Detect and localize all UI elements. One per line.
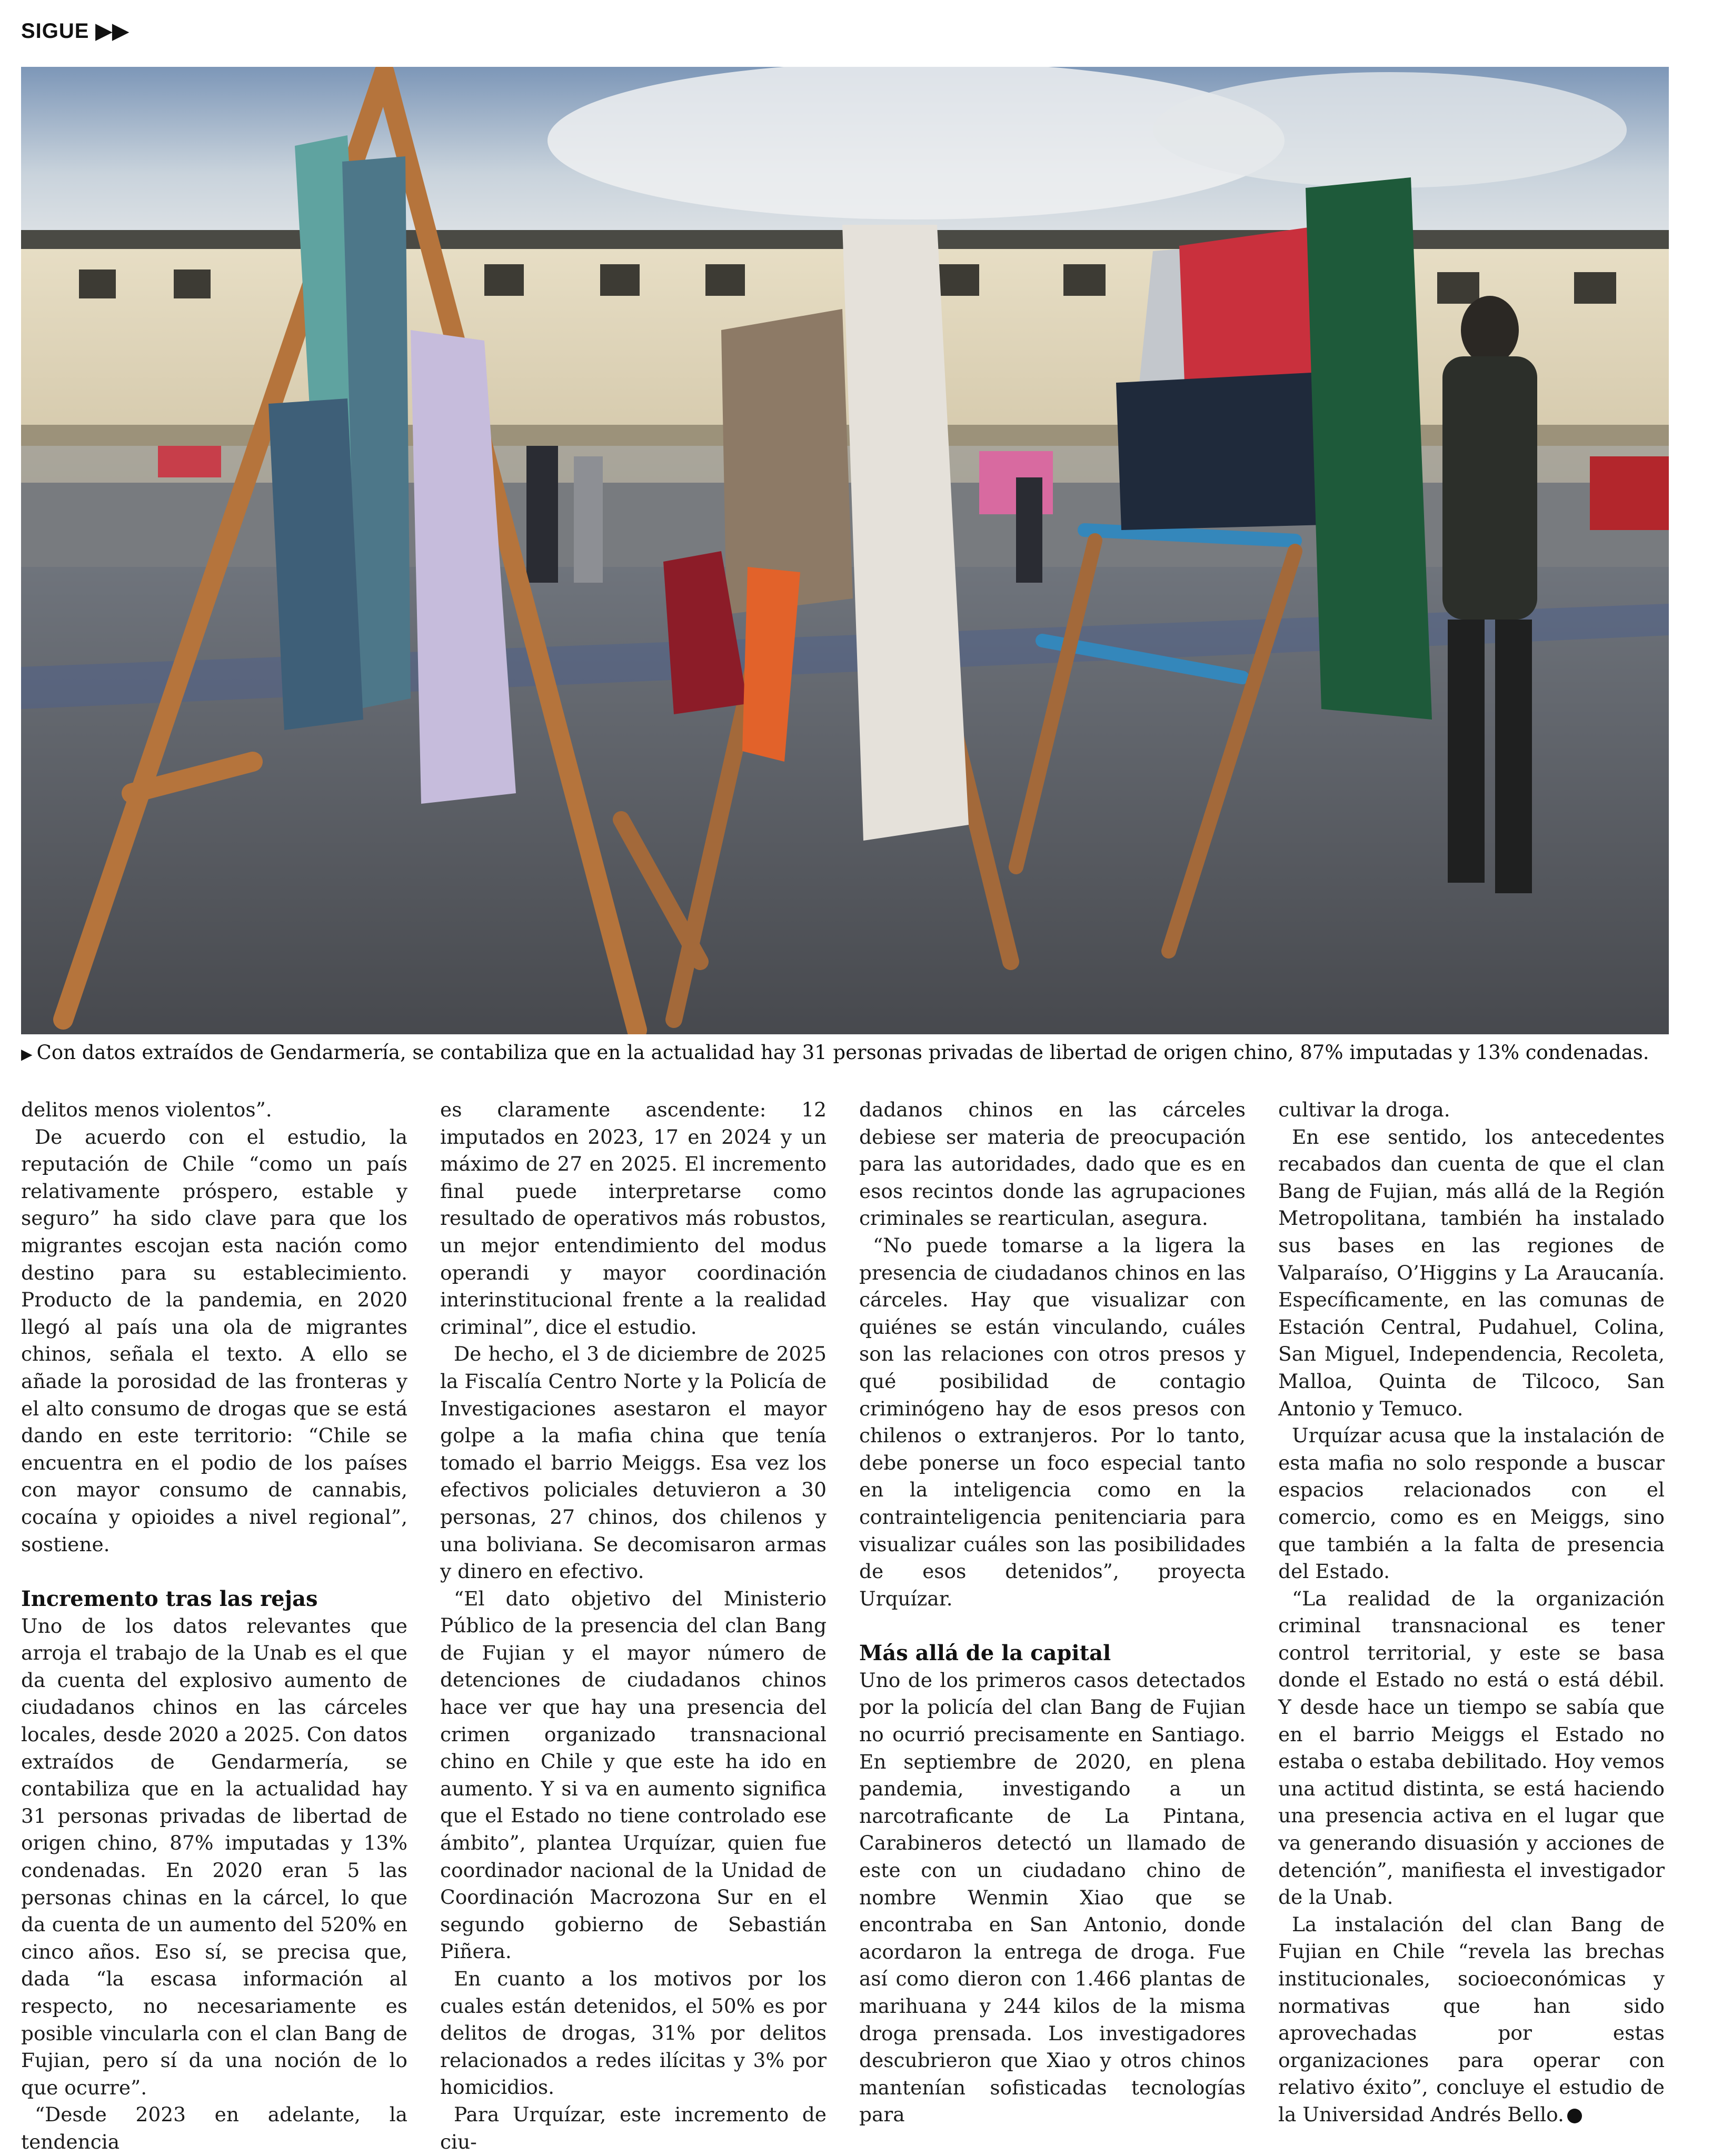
photo-caption — [21, 1041, 1669, 1064]
paragraph: “La realidad de la organización criminal transnacional es tener control territorial, y este se basa donde el Estado no está o está débil. Y desde hace un tiempo se sabía que en el barrio Meiggs el Estado no estaba o estaba debilitado. Hoy vemos una actitud distinta, se está haciendo una presencia activa en el lugar que va generando disuasión y acciones de detención”, manifiesta el investigador de la Unab. — [1278, 1586, 1665, 1909]
paragraph: Urquízar acusa que la instalación de esta mafia no solo responde a buscar espacios relacionados con el comercio, como es en Meiggs, sino que también a la falta de presencia del Estado. — [1278, 1424, 1665, 1583]
paragraph: Uno de los datos relevantes que arroja el trabajo de la Unab es el que da cuenta del explosivo aumento de ciudadanos chinos en las cárceles locales, desde 2020 a 2025. Con datos extraídos de Gendarmería, se contabiliza que en la actualidad hay 31 personas privadas de libertad de origen chino, 87% imputadas y 13% condenadas. En 2020 eran 5 las personas chinas en la cárcel, lo que da cuenta de un aumento del 520% en cinco años. Eso sí, se precisa que, dada “la escasa información al respecto, no necesariamente es posible vincularla con el clan Bang de Fujian, pero sí da una noción de lo que ocurre”. — [21, 1614, 407, 2099]
paragraph: “El dato objetivo del Ministerio Público de la presencia del clan Bang de Fujian y el mayor número de detenciones de ciudadanos chinos hace ver que hay una presencia del crimen organizado transnacional chino en Chile y que este ha ido en aumento. Y si va en aumento significa que el Estado no tiene controlado ese ámbito”, plantea Urquízar, quien fue coordinador nacional de la Unidad de Coordinación Macrozona Sur en el segundo gobierno de Sebastián Piñera. — [440, 1586, 827, 1963]
article-column-1 — [21, 1096, 407, 2156]
article-column-2 — [440, 1096, 827, 2155]
article-photo — [21, 67, 1669, 1034]
paragraph: Uno de los primeros casos detectados por la policía del clan Bang de Fujian no ocurrió precisamente en Santiago. En septiembre de 2020, en plena pandemia, investigando a un narcotraficante de La Pintana, Carabineros detectó un llamado de este con un ciudadano chino de nombre Wenmin Xiao que se encontraba en San Antonio, donde acordaron la entrega de droga. Fue así como dieron con 1.466 plantas de marihuana y 244 kilos de la misma droga prensada. Los investigadores descubrieron que Xiao y otros chinos mantenían sofisticadas tecnologías para — [859, 1668, 1246, 2127]
paragraph: En ese sentido, los antecedentes recabados dan cuenta de que el clan Bang de Fujian, más allá de la Región Metropolitana, también ha instalado sus bases en las regiones de Valparaíso, O’Higgins y La Araucanía. Específicamente, en las comunas de Estación Central, Pudahuel, Colina, San Miguel, Independencia, Recoleta, Malloa, Quinta de Tilcoco, San Antonio y Temuco. — [1278, 1125, 1665, 1420]
continues-label: SIGUE ▶▶ — [21, 19, 130, 43]
paragraph: De acuerdo con el estudio, la reputación de Chile “como un país relativamente próspero, estable y seguro” ha sido clave para que los migrantes escojan esta nación como destino para su establecimiento. Producto de la pandemia, en 2020 llegó al país una ola de migrantes chinos, señala el texto. A ello se añade la porosidad de las fronteras y el alto consumo de drogas que se está dando en este territorio: “Chile se encuentra en el podio de los países con mayor consumo de cannabis, cocaína y opioides a nivel regional”, sostiene. — [21, 1125, 407, 1556]
paragraph-final — [1278, 1911, 1665, 2129]
paragraph: es claramente ascendente: 12 imputados en 2023, 17 en 2024 y un máximo de 27 en 2025. El incremento final puede interpretarse como resultado de operativos más robustos, un mejor entendimiento del modus operandi y mayor coordinación interinstitucional frente a la realidad criminal”, dice el estudio. — [440, 1098, 827, 1339]
paragraph-text: La instalación del clan Bang de Fujian en Chile “revela las brechas institucionales, socioeconómicas y normativas que han sido aprovechadas por estas organizaciones para operar con relativo éxito”, concluye el estudio de la Universidad Andrés Bello. — [1278, 1912, 1665, 2126]
paragraph: De hecho, el 3 de diciembre de 2025 la Fiscalía Centro Norte y la Policía de Investigaciones asestaron el mayor golpe a la mafia china que tenía tomado el barrio Meiggs. Esa vez los efectivos policiales detuvieron a 30 personas, 27 chinos, dos chilenos y una boliviana. Se decomisaron armas y dinero en efectivo. — [440, 1342, 827, 1583]
paragraph: cultivar la droga. — [1278, 1098, 1450, 1121]
subheading: Más allá de la capital — [859, 1641, 1111, 1666]
caption-text: Con datos extraídos de Gendarmería, se contabiliza que en la actualidad hay 31 personas privadas de libertad de origen chino, 87% imputadas y 13% condenadas. — [36, 1041, 1649, 1064]
paragraph: En cuanto a los motivos por los cuales están detenidos, el 50% es por delitos de drogas, 31% por delitos relacionados a redes ilícitas y 3% por homicidios. — [440, 1967, 827, 2099]
paragraph: delitos menos violentos”. — [21, 1098, 272, 1121]
paragraph: “No puede tomarse a la ligera la presencia de ciudadanos chinos en las cárceles. Hay que visualizar con quiénes se están vinculando, cuáles son las relaciones con otros presos y qué posibilidad de contagio criminógeno hay de esos presos con chilenos o extranjeros. Por lo tanto, debe ponerse un foco especial tanto en la inteligencia como en la contrainteligencia penitenciaria para visualizar cuáles son las posibilidades de esos detenidos”, proyecta Urquízar. — [859, 1233, 1246, 1610]
paragraph: Para Urquízar, este incremento de ciu- — [440, 2102, 827, 2153]
article-column-3 — [859, 1096, 1246, 2129]
paragraph: dadanos chinos en las cárceles debiese ser materia de preocupación para las autoridades, dado que es en esos recintos donde las agrupaciones criminales se rearticulan, asegura. — [859, 1098, 1246, 1230]
article-column-4 — [1278, 1096, 1665, 2129]
caption-marker: ▶ — [21, 1045, 33, 1063]
end-mark-icon — [1567, 2109, 1582, 2123]
subheading: Incremento tras las rejas — [21, 1586, 318, 1612]
paragraph: “Desde 2023 en adelante, la tendencia — [21, 2103, 407, 2153]
